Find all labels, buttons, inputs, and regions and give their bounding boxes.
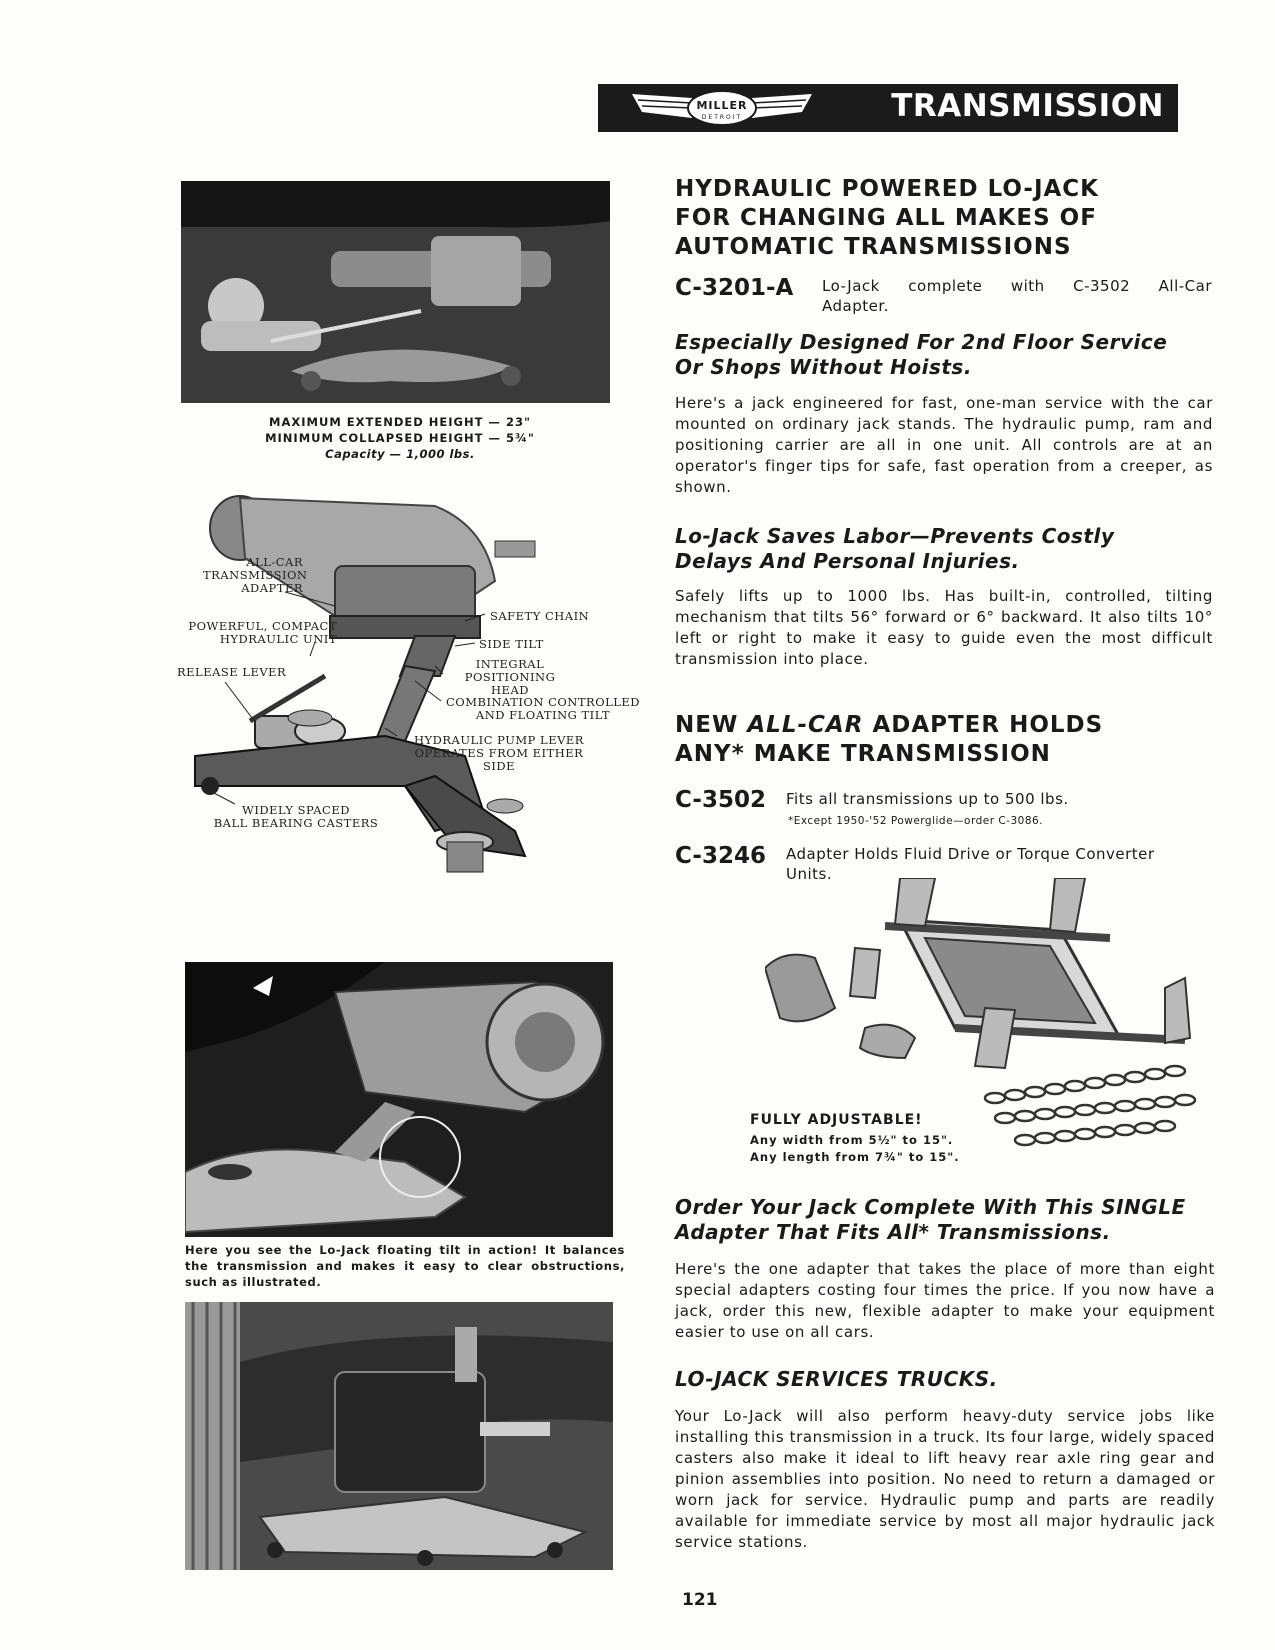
part-desc-line: Adapter.: [822, 297, 889, 315]
subheading-trucks: LO-JACK SERVICES TRUCKS.: [675, 1367, 998, 1391]
capacity-text: Capacity — 1,000 lbs.: [325, 447, 475, 461]
subheading-line: Lo-Jack Saves Labor—Prevents Costly: [675, 524, 1115, 548]
subheading-order-complete: [675, 1195, 1220, 1245]
photo-lojack-under-car: [181, 181, 610, 403]
part-number-c3502: C-3502: [675, 787, 766, 813]
callout-text: HYDRAULIC UNIT: [219, 632, 337, 646]
callout-text: POWERFUL, COMPACT: [188, 619, 337, 633]
subheading-line: Or Shops Without Hoists.: [675, 355, 972, 379]
callout-casters: [201, 804, 391, 830]
main-heading-line: HYDRAULIC POWERED LO-JACK: [675, 176, 1100, 202]
subheading-line: Especially Designed For 2nd Floor Service: [675, 330, 1168, 354]
callout-text: TRANSMISSION: [203, 568, 308, 582]
max-height-text: MAXIMUM EXTENDED HEIGHT — 23": [269, 415, 531, 429]
powerglide-note: *Except 1950-'52 Powerglide—order C-3086.: [788, 815, 1044, 827]
callout-text: AND FLOATING TILT: [475, 708, 611, 722]
subheading-2nd-floor: [675, 330, 1215, 380]
main-heading-line: AUTOMATIC TRANSMISSIONS: [675, 234, 1072, 260]
callout-all-car-adapter: [203, 555, 308, 595]
height-capacity-caption: [240, 414, 560, 462]
width-range-text: Any width from 5½" to 15".: [750, 1133, 954, 1147]
subheading-line: Order Your Jack Complete With This SINGLE: [675, 1195, 1186, 1219]
paragraph-trucks: Your Lo-Jack will also perform heavy-duty service jobs like installing this transmission in a truck. Its four large, widely spaced casters also make it ideal to lift heavy rear axle ring gear and pinion assemblies into position. No need to return a damaged or worn jack for service. Hydraulic pump and parts are readily available for immediate service by most all major hydraulic jack service stations.: [675, 1407, 1215, 1551]
length-range-text: Any length from 7¾" to 15".: [750, 1150, 960, 1164]
paragraph-intro: Here's a jack engineered for fast, one-man service with the car mounted on ordinary jack stands. The hydraulic pump, ram and positioning carrier are all in one unit. All controls are at an operator's finger tips for safe, fast operation from a creeper, as shown.: [675, 394, 1213, 496]
callout-text: BALL BEARING CASTERS: [213, 816, 379, 830]
subheading-saves-labor: [675, 524, 1215, 574]
photo-truck-service: [185, 1302, 613, 1570]
subheading-line: Delays And Personal Injuries.: [675, 549, 1020, 573]
heading-line: ANY* MAKE TRANSMISSION: [675, 741, 1051, 767]
page-number: 121: [682, 1590, 718, 1610]
heading-word: NEW: [675, 712, 739, 738]
section-title: TRANSMISSION: [891, 88, 1164, 124]
callout-side-tilt: SIDE TILT: [479, 637, 544, 651]
logo-text: MILLER: [696, 99, 748, 112]
main-heading: [675, 175, 1195, 262]
part-number-c3201a: C-3201-A: [675, 275, 794, 301]
callout-text: INTEGRAL: [475, 657, 545, 671]
callout-text: OPERATES FROM EITHER SIDE: [414, 746, 584, 773]
photo-lojack-diagram: [177, 486, 645, 916]
callout-floating-tilt: [443, 696, 643, 722]
min-height-text: MINIMUM COLLAPSED HEIGHT — 5¾": [265, 431, 535, 445]
paragraph-one-adapter: Here's the one adapter that takes the place of more than eight special adapters costing four times the price. If you now have a jack, order this new, flexible adapter to make your equipment easier to use on all cars.: [675, 1260, 1215, 1341]
logo-subtext: DETROIT: [701, 114, 743, 121]
heading-word: ADAPTER HOLDS: [872, 712, 1104, 738]
part-desc-line: Adapter Holds Fluid Drive or Torque Converter: [786, 845, 1155, 863]
paragraph-lift-capacity: Safely lifts up to 1000 lbs. Has built-in, controlled, tilting mechanism that tilts 56° forward or 6° backward. It also tilts 10° left or right to make it easy to guide even the most difficult transmission into place.: [675, 587, 1213, 668]
part-desc-line: Units.: [786, 865, 833, 883]
fully-adjustable-title: FULLY ADJUSTABLE!: [750, 1112, 923, 1128]
photo-floating-tilt: [185, 962, 613, 1237]
callout-text: ALL-CAR: [246, 555, 303, 569]
floating-tilt-caption: Here you see the Lo-Jack floating tilt in action! It balances the transmission and makes it easy to clear obstructions, such as illustrated.: [185, 1243, 625, 1289]
heading-new-adapter: [675, 711, 1215, 769]
callout-hydraulic-unit: [177, 620, 337, 646]
callout-text: ADAPTER: [241, 581, 303, 595]
callout-positioning-head: [445, 658, 575, 697]
heading-word-italic: ALL-CAR: [747, 712, 864, 738]
part-description: [822, 276, 1212, 316]
main-heading-line: FOR CHANGING ALL MAKES OF: [675, 205, 1097, 231]
callout-pump-lever: [399, 734, 599, 773]
callout-text: WIDELY SPACED: [242, 803, 350, 817]
callout-text: COMBINATION CONTROLLED: [445, 695, 641, 709]
callout-safety-chain: SAFETY CHAIN: [490, 609, 590, 623]
callout-text: HYDRAULIC PUMP LEVER: [414, 733, 584, 747]
section-banner: [598, 84, 1178, 132]
subheading-line: Adapter That Fits All* Transmissions.: [675, 1220, 1111, 1244]
part-description: Fits all transmissions up to 500 lbs.: [786, 790, 1069, 808]
callout-text: POSITIONING HEAD: [464, 670, 556, 697]
callout-release-lever: RELEASE LEVER: [177, 665, 287, 679]
part-number-c3246: C-3246: [675, 843, 766, 869]
part-desc-line: Lo-Jack complete with C-3502 All-Car: [822, 277, 1212, 295]
fully-adjustable-block: [750, 1112, 1010, 1166]
